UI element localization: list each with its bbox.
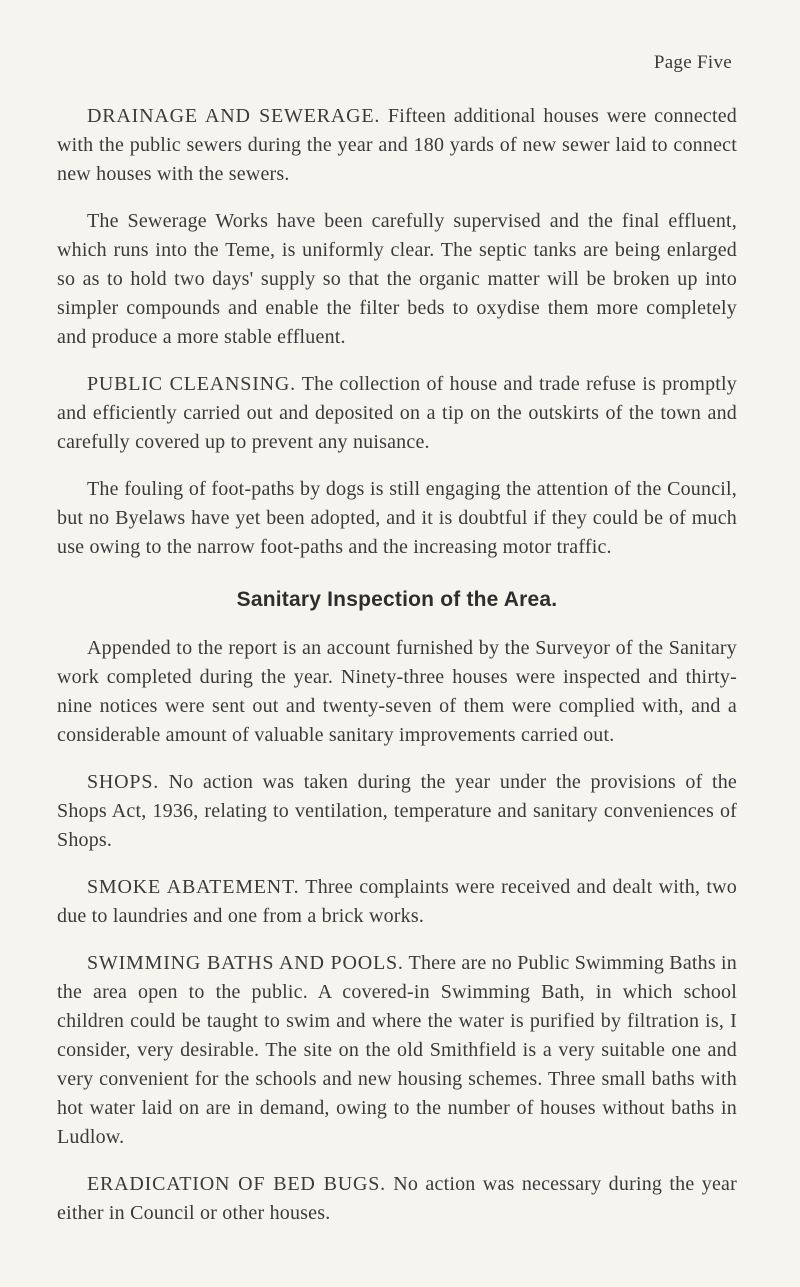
paragraph-sewerage-works (57, 207, 737, 352)
document-body (57, 102, 737, 1246)
paragraph-bed-bugs (57, 1170, 737, 1228)
text-public-cleansing: The collection of house and trade refuse is promptly and efficiently carried out and deposited on a tip on the outskirts of the town and carefully covered up to prevent any nuisance. (57, 373, 738, 453)
text-shops: No action was taken during the year under the provisions of the Shops Act, 1936, relating to ventilation, temperature and sanitary conveniences of Shops. (57, 771, 737, 851)
heading-public-cleansing: PUBLIC CLEANSING. (87, 373, 296, 395)
paragraph-fouling (57, 475, 737, 562)
heading-bed-bugs: ERADICATION OF BED BUGS. (87, 1173, 386, 1195)
heading-shops: SHOPS. (87, 771, 160, 793)
text-sanitary-inspection: Appended to the report is an account furnished by the Surveyor of the Sanitary work completed during the year. Ninety-three houses were inspected and thirty-nine notices were sent out and twenty-seven of them were complied with, and a considerable amount of valuable sanitary improvements carried out. (57, 637, 737, 746)
text-bed-bugs: No action was necessary during the year either in Council or other houses. (57, 1173, 737, 1224)
paragraph-public-cleansing (57, 370, 737, 457)
text-smoke: Three complaints were received and dealt with, two due to laundries and one from a brick works. (57, 876, 737, 927)
paragraph-smoke (57, 873, 737, 931)
text-sewerage-works: The Sewerage Works have been carefully supervised and the final effluent, which runs into the Teme, is uniformly clear. The septic tanks are being enlarged so as to hold two days' supply so that the organic matter will be broken up into simpler compounds and enable the filter beds to oxydise them more completely and produce a more stable effluent. (57, 210, 737, 348)
heading-swimming: SWIMMING BATHS AND POOLS. (87, 952, 404, 974)
paragraph-sanitary-inspection (57, 634, 737, 750)
page-number: Page Five (653, 52, 732, 73)
paragraph-swimming (57, 949, 737, 1152)
paragraph-shops (57, 768, 737, 855)
text-drainage: Fifteen additional houses were connected with the public sewers during the year and 180 yards of new sewer laid to connect new houses with the sewers. (57, 105, 738, 185)
text-swimming: There are no Public Swimming Baths in the area open to the public. A covered-in Swimming Bath, in which school children could be taught to swim and where the water is purified by filtration is, I consider, very desirable. The site on the old Smithfield is a very suitable one and very convenient for the schools and new housing schemes. Three small baths with hot water laid on are in demand, owing to the number of houses without baths in Ludlow. (57, 952, 738, 1148)
section-title-sanitary-inspection: Sanitary Inspection of the Area. (236, 588, 558, 611)
text-fouling: The fouling of foot-paths by dogs is still engaging the attention of the Council, but no Byelaws have yet been adopted, and it is doubtful if they could be of much use owing to the narrow foot-paths and the increasing motor traffic. (57, 478, 737, 558)
heading-smoke: SMOKE ABATEMENT. (87, 876, 300, 898)
paragraph-drainage (57, 102, 737, 189)
heading-drainage: DRAINAGE AND SEWERAGE. (87, 105, 381, 127)
